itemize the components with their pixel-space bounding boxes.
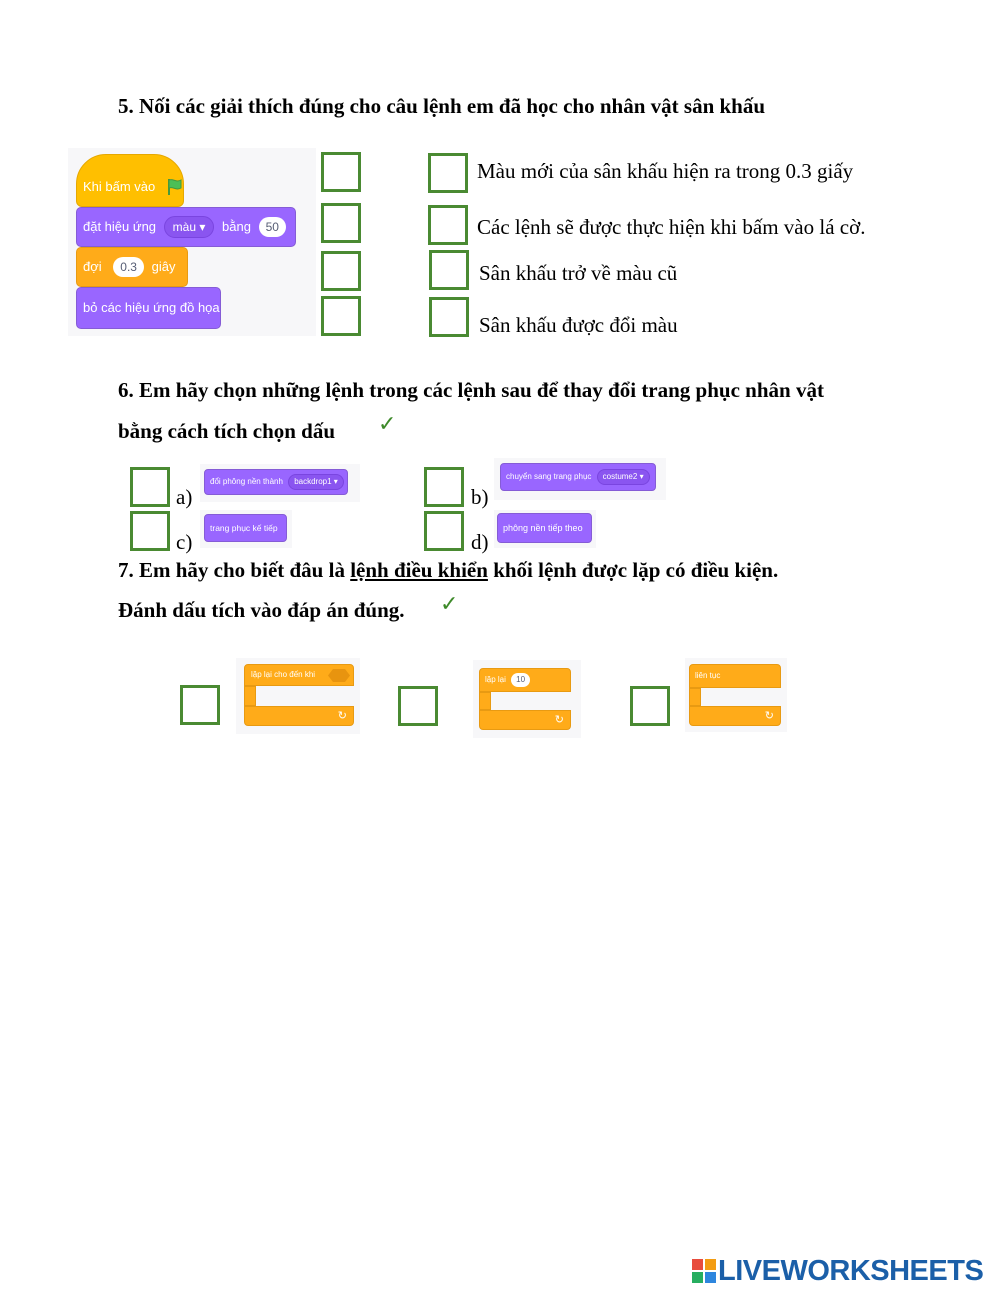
liveworksheets-mark-icon bbox=[692, 1259, 716, 1283]
checkmark-icon: ✓ bbox=[378, 412, 397, 437]
q5-answer-box-2[interactable] bbox=[428, 205, 468, 245]
q7-line1-start: 7. Em hãy cho biết đâu là bbox=[118, 558, 351, 582]
dropdown-arrow-icon: ▾ bbox=[333, 477, 338, 486]
loop-side bbox=[689, 688, 701, 706]
q5-block-box-1[interactable] bbox=[321, 152, 361, 192]
set-effect-block bbox=[76, 207, 296, 247]
switch-backdrop-label: đổi phông nền thành bbox=[210, 477, 283, 486]
repeat-until-label: lặp lại cho đến khi bbox=[251, 670, 316, 679]
switch-costume-block bbox=[500, 463, 656, 491]
effect-value-input: 50 bbox=[259, 217, 286, 237]
q5-option-1: Màu mới của sân khấu hiện ra trong 0.3 giấy bbox=[477, 159, 854, 183]
q6-letter-b: b) bbox=[471, 485, 489, 509]
loop-arrow-icon: ↻ bbox=[764, 710, 774, 722]
q5-answer-box-1[interactable] bbox=[428, 153, 468, 193]
q7-block-2-area bbox=[473, 660, 581, 738]
backdrop-dropdown bbox=[288, 474, 344, 490]
q5-option-4: Sân khấu được đổi màu bbox=[479, 313, 678, 337]
loop-bottom bbox=[689, 706, 781, 726]
condition-slot-icon bbox=[327, 668, 351, 683]
loop-side bbox=[244, 686, 256, 706]
liveworksheets-logo bbox=[692, 1256, 992, 1286]
q5-title: 5. Nối các giải thích đúng cho câu lệnh em đã học cho nhân vật sân khấu bbox=[118, 94, 766, 118]
q6-letter-c: c) bbox=[176, 530, 193, 554]
when-flag-clicked-block bbox=[76, 154, 184, 207]
q6-block-a-area bbox=[200, 464, 360, 502]
switch-costume-label: chuyển sang trang phục bbox=[506, 472, 592, 481]
wait-block bbox=[76, 247, 188, 287]
q6-box-c[interactable] bbox=[130, 511, 170, 551]
clear-effects-block: bỏ các hiệu ứng đồ họa bbox=[76, 287, 221, 329]
q5-block-box-2[interactable] bbox=[321, 203, 361, 243]
q7-line1-underlined: lệnh điều khiển bbox=[350, 558, 488, 582]
q5-block-box-3[interactable] bbox=[321, 251, 361, 291]
q7-box-3[interactable] bbox=[630, 686, 670, 726]
set-effect-label: đặt hiệu ứng bbox=[83, 219, 157, 234]
q5-option-2: Các lệnh sẽ được thực hiện khi bấm vào lá cờ. bbox=[477, 215, 866, 239]
hat-label: Khi bấm vào bbox=[83, 179, 156, 194]
dropdown-arrow-icon: ▾ bbox=[639, 472, 644, 481]
q6-box-d[interactable] bbox=[424, 511, 464, 551]
loop-side bbox=[479, 692, 491, 710]
repeat-label: lặp lại bbox=[485, 675, 506, 684]
q7-line1-end: khối lệnh được lặp có điều kiện. bbox=[487, 558, 779, 582]
repeat-count-input: 10 bbox=[511, 673, 530, 687]
q7-box-2[interactable] bbox=[398, 686, 438, 726]
repeat-until-block bbox=[244, 664, 354, 686]
q6-letter-a: a) bbox=[176, 485, 193, 509]
next-costume-block: trang phục kế tiếp bbox=[204, 514, 287, 542]
costume-dropdown-value: costume2 bbox=[602, 472, 638, 481]
loop-arrow-icon: ↻ bbox=[554, 714, 564, 726]
by-label: bằng bbox=[222, 219, 251, 234]
q6-title-line-1: 6. Em hãy chọn những lệnh trong các lệnh sau để thay đổi trang phục nhân vật bbox=[118, 378, 824, 402]
q7-box-1[interactable] bbox=[180, 685, 220, 725]
wait-label: đợi bbox=[83, 259, 102, 274]
switch-backdrop-block bbox=[204, 469, 348, 495]
q5-answer-box-3[interactable] bbox=[429, 250, 469, 290]
forever-block: liên tục bbox=[689, 664, 781, 688]
wait-unit: giây bbox=[151, 259, 176, 274]
q5-option-3: Sân khấu trở về màu cũ bbox=[479, 261, 678, 285]
q7-title-line-1 bbox=[118, 560, 778, 581]
loop-bottom bbox=[479, 710, 571, 730]
next-backdrop-block: phông nền tiếp theo bbox=[497, 513, 592, 543]
q7-title-line-2: Đánh dấu tích vào đáp án đúng. bbox=[118, 598, 405, 622]
q6-block-c-area bbox=[200, 510, 292, 548]
checkmark-icon: ✓ bbox=[440, 592, 459, 617]
q7-block-1-area bbox=[236, 658, 360, 734]
q6-title-line-2: bằng cách tích chọn dấu bbox=[118, 419, 336, 443]
repeat-block bbox=[479, 668, 571, 692]
q7-block-3-area bbox=[685, 658, 787, 732]
q6-box-b[interactable] bbox=[424, 467, 464, 507]
q5-block-box-4[interactable] bbox=[321, 296, 361, 336]
logo-text: LIVEWORKSHEETS bbox=[718, 1255, 984, 1287]
q6-letter-d: d) bbox=[471, 530, 489, 554]
q5-code-area bbox=[68, 148, 316, 336]
q6-block-d-area bbox=[494, 510, 596, 548]
q5-answer-box-4[interactable] bbox=[429, 297, 469, 337]
costume-dropdown bbox=[597, 469, 650, 485]
loop-arrow-icon: ↻ bbox=[337, 710, 347, 722]
effect-dropdown-value: màu bbox=[172, 220, 197, 234]
q6-box-a[interactable] bbox=[130, 467, 170, 507]
q6-block-b-area bbox=[494, 458, 666, 500]
effect-dropdown bbox=[164, 216, 215, 238]
wait-value-input: 0.3 bbox=[113, 257, 144, 277]
dropdown-arrow-icon: ▾ bbox=[199, 220, 206, 234]
backdrop-dropdown-value: backdrop1 bbox=[294, 477, 332, 486]
loop-bottom bbox=[244, 706, 354, 726]
green-flag-icon bbox=[165, 177, 185, 197]
